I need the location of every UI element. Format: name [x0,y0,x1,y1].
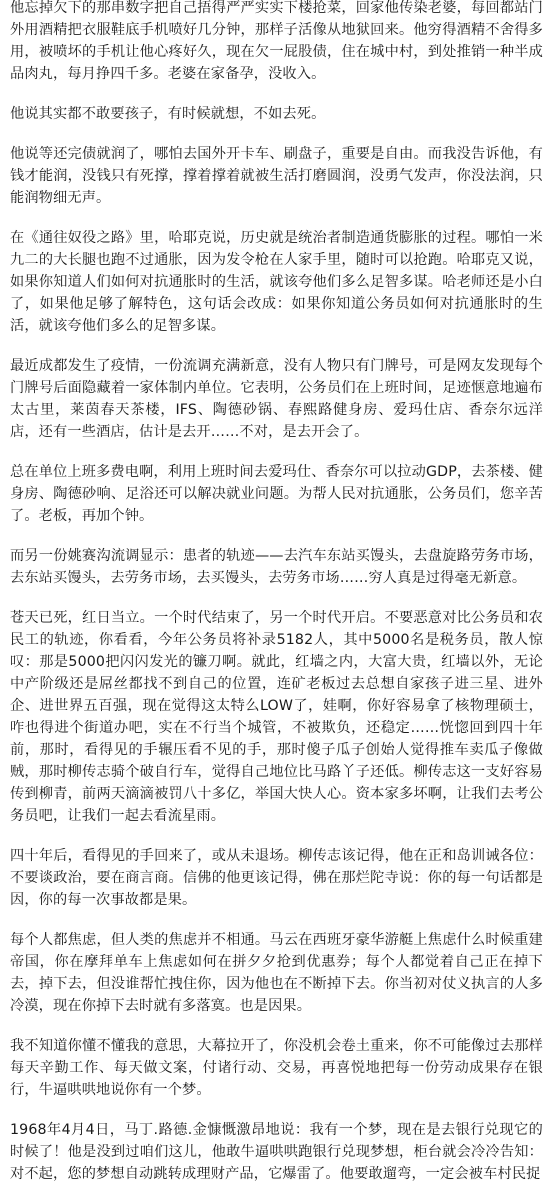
paragraph-5: 最近成都发生了疫情，一份流调充满新意，没有人物只有门牌号，可是网友发现每个门牌号后面隐藏着一家体制内单位。它表明，公务员们在上班时间，足迹惬意地遍布太古里，莱茵春天茶楼，IFS、陶德砂锅、春熙路健身房、爱玛仕店、香奈尔远洋店，还有一些酒店，估计是去开……不对，是去开会了。 [10,358,543,440]
paragraph-7: 而另一份姚赛沟流调显示：患者的轨迹——去汽车东站买馒头，去盘旋路劳务市场，去东站买馒头，去劳务市场，去买馒头，去劳务市场……穷人真是过得毫无新意。 [10,548,543,586]
paragraph-3: 他说等还完债就润了，哪怕去国外开卡车、刷盘子，重要是自由。而我没告诉他，有钱才能润，没钱只有死撑，撑着撑着就被生活打磨圆润，没勇气发声，你没法润，只能润物细无声。 [10,146,543,206]
paragraph-1: 他忘掉欠下的那串数字把自己捂得严严实实下楼抢菜，回家他传染老婆，每回都站门外用酒精把衣服鞋底手机喷好几分钟，那样子活像从地狱回来。他穷得酒精不舍得多用，被喷坏的手机让他心疼好久，现在欠一屁股债，住在城中村，到处推销一种半成品肉丸，每月挣四千多。老婆在家备孕，没收入。 [10,0,543,82]
paragraph-11: 我不知道你懂不懂我的意思，大幕拉开了，你没机会卷土重来，你不可能像过去那样每天辛勤工作、每天做文案，付诸行动、交易，再喜悦地把每一份劳动成果存在银行，牛逼哄哄地说你有一个梦。 [10,1038,543,1098]
paragraph-2: 他说其实都不敢要孩子，有时候就想，不如去死。 [10,106,326,122]
paragraph-8: 苍天已死，红日当立。一个时代结束了，另一个时代开启。不要恶意对比公务员和农民工的轨迹，你看看，今年公务员将补录5182人，其中5000名是税务员，散人惊叹：那是5000把闪闪发光的镰刀啊。就此，红墙之内，大富大贵，红墙以外，无论中产阶级还是屌丝都找不到自己的位置，连矿老板过去总想自家孩子进三星、进外企、进世界五百强，现在觉得这太特么LOW了，娃啊，你好容易拿了核物理硕士，咋也得进个街道办吧，实在不行当个城管，不被欺负，还稳定……恍惚回到四十年前，那时，看得见的手辗压看不见的手，那时傻子瓜子创始人觉得推车卖瓜子像做贼，那时柳传志骑个破自行车，觉得自己地位比马路丫子还低。柳传志这一支好容易传到柳青，前两天滴滴被罚八十多亿，举国大快人心。资本家多坏啊，让我们去考公务员吧，让我们一起去看流星雨。 [10,610,543,824]
paragraph-9: 四十年后，看得见的手回来了，或从未退场。柳传志该记得，他在正和岛训诫各位：不要谈政治，要在商言商。信佛的他更该记得，佛在那烂陀寺说：你的每一句话都是因，你的每一次事故都是果。 [10,848,543,908]
paragraph-6: 总在单位上班多费电啊，利用上班时间去爱玛仕、香奈尔可以拉动GDP，去茶楼、健身房、陶德砂响、足浴还可以解决就业问题。为帮人民对抗通胀，公务员们，您辛苦了。老板，再加个钟。 [10,464,543,524]
paragraph-12: 1968年4月4日，马丁.路德.金慷慨激昂地说：我有一个梦，现在是去银行兑现它的时候了！他是没到过咱们这儿，他敢牛逼哄哄跑银行兑现梦想，柜台就会冷冷告知：对不起，您的梦想自动跳转成理财产品，它爆雷了。他要敢遛弯，一定会被车村民捉 [10,1122,543,1182]
paragraph-10: 每个人都焦虑，但人类的焦虑并不相通。马云在西班牙豪华游艇上焦虑什么时候重建帝国，你在摩拜单车上焦虑如何在拼夕夕抢到优惠券；每个人都觉着自己正在掉下去，掉下去，但没谁帮忙拽住你，因为他也在不断掉下去。你当初对仗义执言的人多冷漠，现在你掉下去时就有多落寞。也是因果。 [10,932,543,1014]
paragraph-4: 在《通往奴役之路》里，哈耶克说，历史就是统治者制造通货膨胀的过程。哪怕一米九二的大长腿也跑不过通胀，因为发令枪在人家手里，随时可以抢跑。哈耶克又说，如果你知道人们如何对抗通胀时的生活，就该夸他们多么足智多谋。哈老师还是小白了，如果他足够了解特色，这句话会改成：如果你知道公务员如何对抗通胀时的生活，就该夸他们多么的足智多谋。 [10,230,543,334]
